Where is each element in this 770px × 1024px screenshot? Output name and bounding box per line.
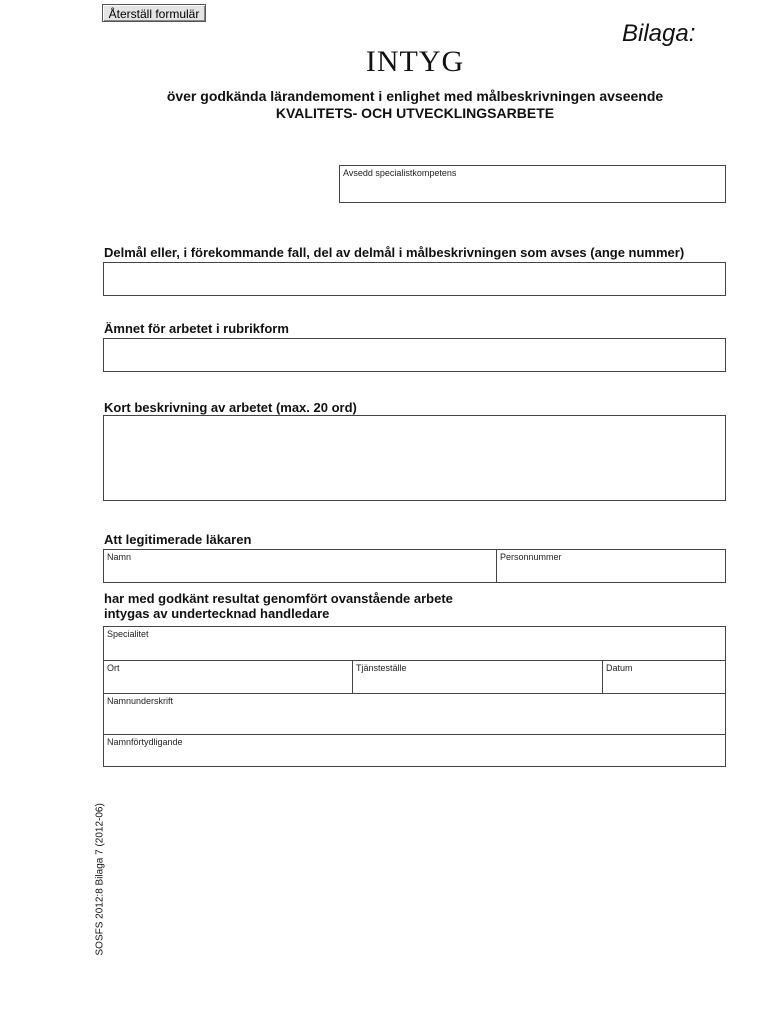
kort-beskrivning-field[interactable] [103, 415, 726, 501]
amne-field[interactable] [103, 338, 726, 372]
specialist-field[interactable] [339, 165, 726, 203]
datum-field[interactable] [603, 661, 725, 693]
namn-field[interactable] [104, 550, 496, 582]
footer-reference: SOSFS 2012:8 Bilaga 7 (2012-06) [94, 803, 106, 956]
page-title: INTYG [365, 45, 465, 78]
namnfortydligande-field[interactable] [104, 735, 725, 766]
specialitet-field[interactable] [104, 627, 725, 660]
amne-label: Ämnet för arbetet i rubrikform [104, 321, 289, 336]
delmal-field[interactable] [103, 262, 726, 296]
lakare-row [103, 549, 726, 583]
datum-field-label: Datum [606, 663, 633, 673]
namnfortydligande-field-label: Namnförtydligande [107, 737, 183, 747]
subtitle-line1: över godkända lärandemoment i enlighet med målbeskrivningen avseende [166, 88, 664, 104]
har-label-line1: har med godkänt resultat genomfört ovanstående arbete [104, 591, 453, 606]
handledare-block [103, 626, 726, 767]
namnunderskrift-field-label: Namnunderskrift [107, 696, 174, 706]
personnummer-field-label: Personnummer [500, 552, 562, 562]
tjanstestalle-field[interactable] [353, 661, 602, 693]
specialitet-field-label: Specialitet [107, 629, 149, 639]
bilaga-heading: Bilaga: [622, 20, 696, 47]
personnummer-field[interactable] [497, 550, 725, 582]
att-label: Att legitimerade läkaren [104, 532, 252, 547]
ort-field[interactable] [104, 661, 352, 693]
tjanstestalle-field-label: Tjänsteställe [356, 663, 407, 673]
kort-beskrivning-label: Kort beskrivning av arbetet (max. 20 ord) [104, 400, 357, 415]
ort-field-label: Ort [107, 663, 120, 673]
delmal-label: Delmål eller, i förekommande fall, del av delmål i målbeskrivningen som avses (ange nummer) [104, 245, 685, 260]
namn-field-label: Namn [107, 552, 132, 562]
subtitle-line2: KVALITETS- OCH UTVECKLINGSARBETE [275, 105, 555, 121]
namnunderskrift-field[interactable] [104, 694, 725, 734]
reset-form-button[interactable]: Återställ formulär [102, 4, 206, 22]
har-label-line2: intygas av undertecknad handledare [104, 606, 330, 621]
specialist-field-label: Avsedd specialistkompetens [343, 168, 457, 178]
